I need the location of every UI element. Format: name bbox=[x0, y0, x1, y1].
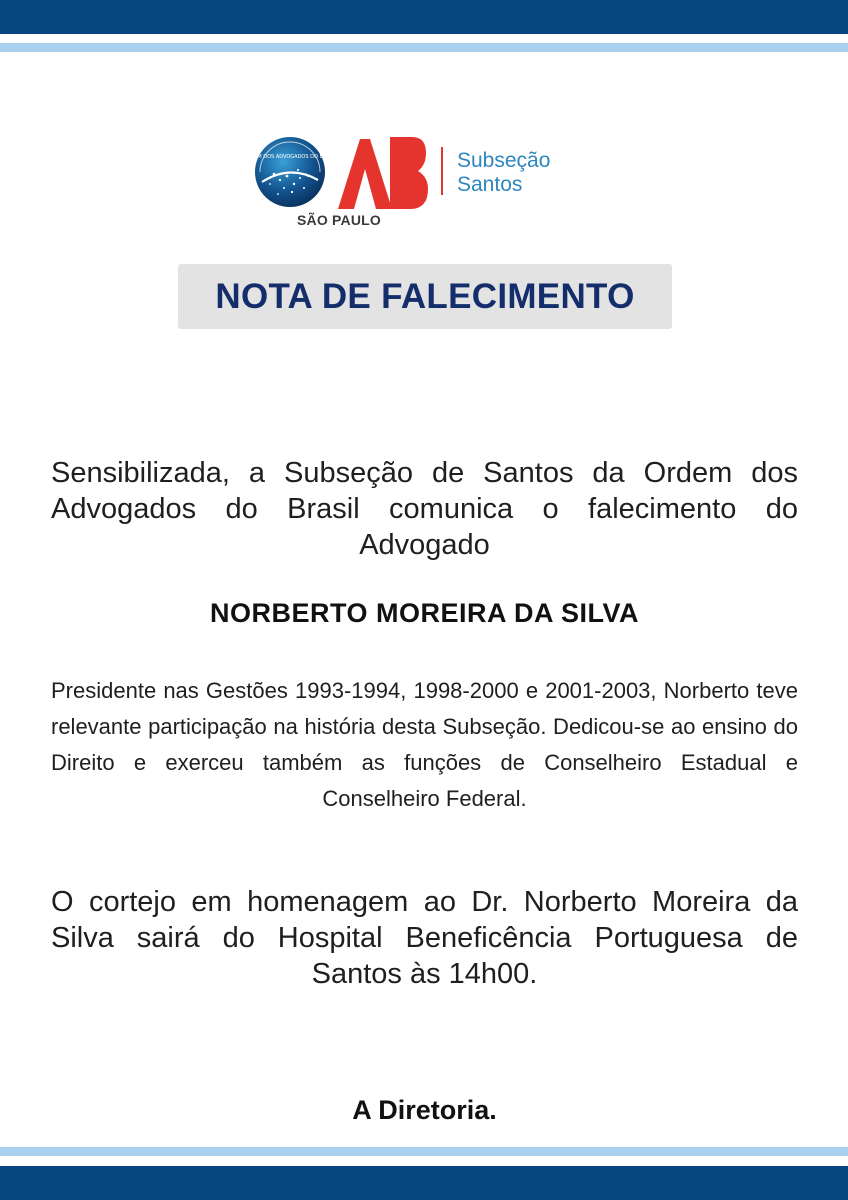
biography-paragraph: Presidente nas Gestões 1993-1994, 1998-2000 e 2001-2003, Norberto teve relevante participação na história desta Subseção. Dedicou-se ao ensino do Direito e exerceu também as funções de Conselheiro Estadual e Conselheiro Federal. bbox=[51, 678, 798, 811]
subsecao-city-label: Santos bbox=[457, 173, 523, 196]
subsecao-label: Subseção bbox=[457, 149, 551, 172]
top-dark-band bbox=[0, 0, 848, 34]
svg-text:ORDEM DOS ADVOGADOS DO BRASIL: ORDEM DOS ADVOGADOS DO BRASIL bbox=[242, 154, 338, 160]
page-title: NOTA DE FALECIMENTO bbox=[215, 276, 635, 316]
announcement-paragraph: Sensibilizada, a Subseção de Santos da Ordem dos Advogados do Brasil comunica o falecimento do Advogado bbox=[51, 457, 798, 561]
bottom-dark-band bbox=[0, 1166, 848, 1200]
logo-divider bbox=[441, 147, 443, 195]
top-light-band bbox=[0, 43, 848, 52]
signature: A Diretoria. bbox=[352, 1095, 497, 1125]
oab-letters bbox=[312, 133, 428, 211]
title-box bbox=[178, 264, 672, 329]
bottom-light-band bbox=[0, 1147, 848, 1156]
cortege-paragraph: O cortejo em homenagem ao Dr. Norberto Moreira da Silva sairá do Hospital Beneficência Portuguesa de Santos às 14h00. bbox=[51, 886, 798, 990]
oab-logo bbox=[242, 133, 580, 233]
logo-region-text: SÃO PAULO bbox=[297, 212, 381, 228]
deceased-name: NORBERTO MOREIRA DA SILVA bbox=[209, 598, 639, 628]
